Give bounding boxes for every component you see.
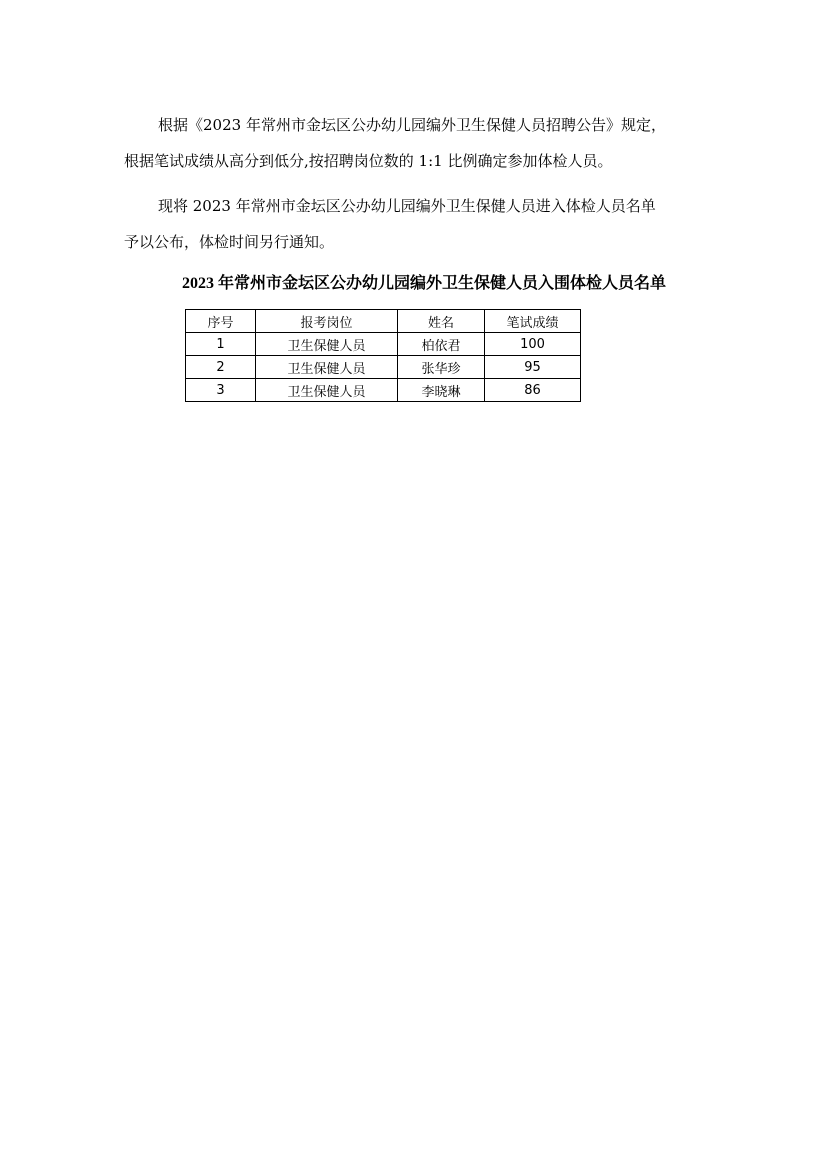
paragraph-2-line-1: 现将 2023 年常州市金坛区公办幼儿园编外卫生保健人员进入体检人员名单 <box>158 197 656 215</box>
header-number: 序号 <box>186 310 256 333</box>
table-row <box>186 379 581 402</box>
cell-number: 1 <box>186 333 256 356</box>
table-row <box>186 356 581 379</box>
cell-name: 柏依君 <box>398 333 485 356</box>
list-title: 2023 年常州市金坛区公办幼儿园编外卫生保健人员入围体检人员名单 <box>181 275 666 292</box>
cell-name: 李晓琳 <box>398 379 485 402</box>
candidate-table <box>185 309 581 402</box>
paragraph-1-line-2: 根据笔试成绩从高分到低分,按招聘岗位数的 1:1 比例确定参加体检人员。 <box>124 152 613 170</box>
cell-number: 3 <box>186 379 256 402</box>
cell-name: 张华珍 <box>398 356 485 379</box>
cell-number: 2 <box>186 356 256 379</box>
cell-score: 86 <box>485 379 581 402</box>
cell-position: 卫生保健人员 <box>256 356 398 379</box>
paragraph-2-line-2: 予以公布，体检时间另行通知。 <box>124 233 335 251</box>
table-row <box>186 333 581 356</box>
table-header-row <box>186 310 581 333</box>
cell-position: 卫生保健人员 <box>256 333 398 356</box>
cell-score: 95 <box>485 356 581 379</box>
header-name: 姓名 <box>398 310 485 333</box>
header-position: 报考岗位 <box>256 310 398 333</box>
cell-position: 卫生保健人员 <box>256 379 398 402</box>
paragraph-1-line-1: 根据《2023 年常州市金坛区公办幼儿园编外卫生保健人员招聘公告》规定， <box>158 116 666 134</box>
header-score: 笔试成绩 <box>485 310 581 333</box>
cell-score: 100 <box>485 333 581 356</box>
